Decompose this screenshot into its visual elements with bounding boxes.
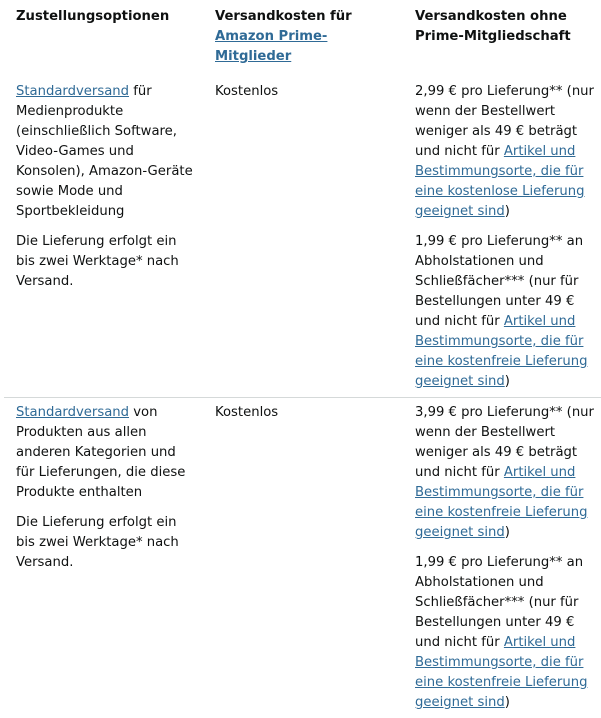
non-prime-cost-cell	[403, 77, 601, 398]
non-prime-cost-cell	[403, 398, 601, 718]
option-description: Standardversand von Produkten aus allen anderen Kategorien und für Lieferungen, die diese Produkte enthalten	[16, 403, 193, 503]
cost-standard: 2,99 € pro Lieferung** (nur wenn der Bestellwert weniger als 49 € beträgt und nicht für Artikel und Bestimmungsorte, die für eine kostenlose Lieferung geeignet sind)	[415, 82, 595, 222]
eligible-items-link[interactable]: Artikel und Bestimmungsorte, die für eine kostenfreie Lieferung geeignet sind	[415, 314, 587, 389]
delivery-time: Die Lieferung erfolgt ein bis zwei Werktage* nach Versand.	[16, 513, 193, 573]
eligible-items-link[interactable]: Artikel und Bestimmungsorte, die für eine kostenlose Lieferung geeignet sind	[415, 144, 585, 219]
standard-shipping-link[interactable]: Standardversand	[16, 405, 129, 420]
standard-shipping-link[interactable]: Standardversand	[16, 84, 129, 99]
table-row	[4, 398, 601, 718]
cost-pickup: 1,99 € pro Lieferung** an Abholstationen und Schließfächer*** (nur für Bestellungen unter 49 € und nicht für Artikel und Bestimmungsorte, die für eine kostenfreie Lieferung geeignet sind)	[415, 232, 595, 392]
prime-cost-cell: Kostenlos	[203, 398, 403, 718]
delivery-option-cell	[4, 398, 203, 718]
eligible-items-link[interactable]: Artikel und Bestimmungsorte, die für eine kostenfreie Lieferung geeignet sind	[415, 465, 587, 540]
eligible-items-link[interactable]: Artikel und Bestimmungsorte, die für eine kostenfreie Lieferung geeignet sind	[415, 635, 587, 710]
cost-pickup: 1,99 € pro Lieferung** an Abholstationen und Schließfächer*** (nur für Bestellungen unter 49 € und nicht für Artikel und Bestimmungsorte, die für eine kostenfreie Lieferung geeignet sind)	[415, 553, 595, 713]
cost-standard: 3,99 € pro Lieferung** (nur wenn der Bestellwert weniger als 49 € beträgt und nicht für Artikel und Bestimmungsorte, die für eine kostenfreie Lieferung geeignet sind)	[415, 403, 595, 543]
prime-members-link[interactable]: Amazon Prime-Mitglieder	[215, 29, 327, 64]
table-row	[4, 77, 601, 398]
header-prime-costs	[203, 0, 403, 77]
option-description: Standardversand für Medienprodukte (einschließlich Software, Video-Games und Konsolen), Amazon-Geräte sowie Mode und Sportbekleidung	[16, 82, 193, 222]
prime-cost-cell: Kostenlos	[203, 77, 403, 398]
delivery-time: Die Lieferung erfolgt ein bis zwei Werktage* nach Versand.	[16, 232, 193, 292]
delivery-option-cell	[4, 77, 203, 398]
header-delivery-options: Zustellungsoptionen	[4, 0, 203, 77]
header-prime-costs-text: Versandkosten für	[215, 9, 352, 24]
shipping-costs-table	[4, 0, 601, 718]
header-non-prime-costs: Versandkosten ohne Prime-Mitgliedschaft	[403, 0, 601, 77]
table-header-row	[4, 0, 601, 77]
